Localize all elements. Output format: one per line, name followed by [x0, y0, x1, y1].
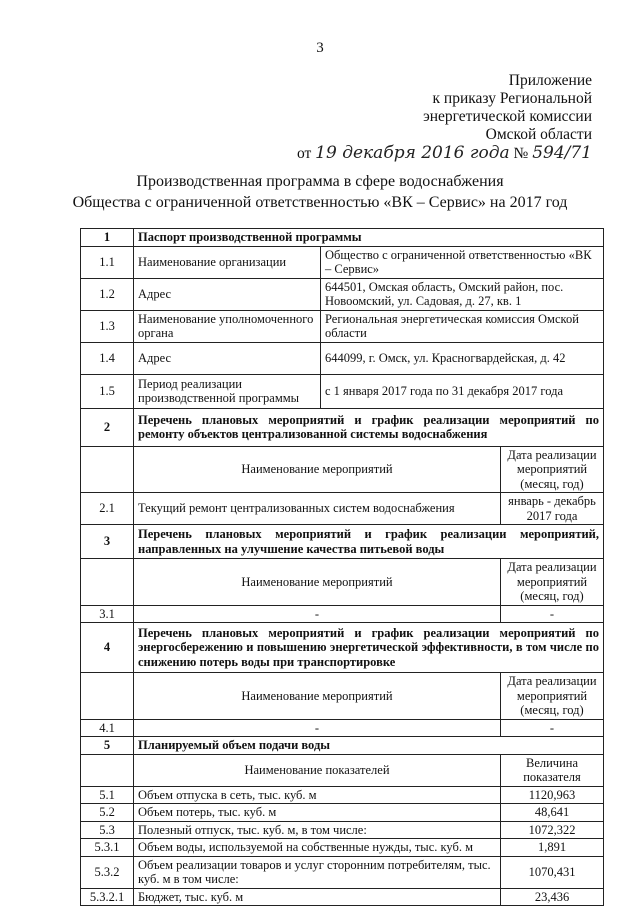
row-value: Общество с ограниченной ответственностью «ВК – Сервис»	[321, 246, 604, 278]
section-title: Перечень плановых мероприятий и график реализации мероприятий, направленных на улучшение качества питьевой воды	[134, 525, 604, 559]
table-row	[81, 804, 604, 822]
col-header-value: Величина показателя	[501, 754, 604, 786]
col-header-name: Наименование мероприятий	[134, 446, 501, 493]
row-number: 5.2	[81, 804, 134, 822]
handwritten-date: 19 декабря 2016 года	[315, 143, 510, 163]
empty-cell	[81, 754, 134, 786]
number-prefix: №	[513, 145, 529, 162]
section-title: Перечень плановых мероприятий и график реализации мероприятий по энергосбережению и повышению энергетической эффективности, в том числе по снижению потерь воды при транспортировке	[134, 623, 604, 673]
table-row	[81, 310, 604, 342]
row-value: 48,641	[501, 804, 604, 822]
table-row	[81, 493, 604, 525]
approval-line-1: Приложение	[508, 72, 592, 89]
row-label: Наименование организации	[134, 246, 321, 278]
row-value: 644501, Омская область, Омский район, пос. Новоомский, ул. Садовая, д. 27, кв. 1	[321, 278, 604, 310]
section-4-header	[81, 623, 604, 673]
row-number: 5.3.2	[81, 856, 134, 888]
table-row	[81, 278, 604, 310]
table-row	[81, 605, 604, 623]
col-header-date: Дата реализации мероприятий (месяц, год)	[501, 673, 604, 720]
row-number: 5.3.1	[81, 839, 134, 857]
row-number: 1.3	[81, 310, 134, 342]
table-row	[81, 786, 604, 804]
empty-cell	[81, 673, 134, 720]
row-value: с 1 января 2017 года по 31 декабря 2017 года	[321, 374, 604, 408]
table-row	[81, 888, 604, 906]
row-label: Период реализации производственной программы	[134, 374, 321, 408]
empty-cell	[81, 559, 134, 606]
row-number: 1.2	[81, 278, 134, 310]
row-value: Региональная энергетическая комиссия Омской области	[321, 310, 604, 342]
row-value: 1072,322	[501, 821, 604, 839]
table-row	[81, 856, 604, 888]
column-header-row	[81, 559, 604, 606]
section-number: 2	[81, 408, 134, 446]
section-5-header	[81, 737, 604, 755]
program-table	[80, 228, 604, 906]
section-title: Паспорт производственной программы	[134, 229, 604, 247]
section-number: 3	[81, 525, 134, 559]
row-number: 1.1	[81, 246, 134, 278]
row-date: -	[501, 605, 604, 623]
section-title: Перечень плановых мероприятий и график реализации мероприятий по ремонту объектов централизованной системы водоснабжения	[134, 408, 604, 446]
table-row	[81, 374, 604, 408]
row-name: Текущий ремонт централизованных систем водоснабжения	[134, 493, 501, 525]
approval-date-line	[297, 144, 592, 163]
col-header-date: Дата реализации мероприятий (месяц, год)	[501, 446, 604, 493]
row-number: 2.1	[81, 493, 134, 525]
document-title	[0, 171, 640, 213]
row-value: 644099, г. Омск, ул. Красногвардейская, д. 42	[321, 342, 604, 374]
row-value: 23,436	[501, 888, 604, 906]
row-date: январь - декабрь 2017 года	[501, 493, 604, 525]
table-row	[81, 342, 604, 374]
row-number: 1.5	[81, 374, 134, 408]
col-header-date: Дата реализации мероприятий (месяц, год)	[501, 559, 604, 606]
column-header-row	[81, 446, 604, 493]
row-name: Объем потерь, тыс. куб. м	[134, 804, 501, 822]
row-label: Адрес	[134, 278, 321, 310]
row-name: Объем реализации товаров и услуг сторонним потребителям, тыс. куб. м в том числе:	[134, 856, 501, 888]
row-value: 1070,431	[501, 856, 604, 888]
table-row	[81, 821, 604, 839]
row-value: 1120,963	[501, 786, 604, 804]
title-line-1: Производственная программа в сфере водоснабжения	[136, 173, 504, 190]
approval-line-4: Омской области	[485, 126, 592, 143]
row-name: Объем отпуска в сеть, тыс. куб. м	[134, 786, 501, 804]
empty-cell	[81, 446, 134, 493]
row-label: Адрес	[134, 342, 321, 374]
row-name: Объем воды, используемой на собственные нужды, тыс. куб. м	[134, 839, 501, 857]
row-number: 3.1	[81, 605, 134, 623]
col-header-name: Наименование мероприятий	[134, 673, 501, 720]
row-number: 4.1	[81, 719, 134, 737]
approval-line-3: энергетической комиссии	[423, 108, 592, 125]
approval-line-2: к приказу Региональной	[432, 90, 592, 107]
col-header-name: Наименование мероприятий	[134, 559, 501, 606]
handwritten-number: 594/71	[532, 143, 592, 163]
table-row	[81, 246, 604, 278]
section-title: Планируемый объем подачи воды	[134, 737, 604, 755]
row-number: 5.3.2.1	[81, 888, 134, 906]
row-name: Полезный отпуск, тыс. куб. м, в том числе:	[134, 821, 501, 839]
date-prefix: от	[296, 145, 312, 162]
section-number: 5	[81, 737, 134, 755]
section-number: 4	[81, 623, 134, 673]
col-header-name: Наименование показателей	[134, 754, 501, 786]
table-row	[81, 839, 604, 857]
section-number: 1	[81, 229, 134, 247]
row-number: 5.1	[81, 786, 134, 804]
row-value: 1,891	[501, 839, 604, 857]
row-number: 1.4	[81, 342, 134, 374]
page-number: 3	[316, 40, 324, 56]
row-number: 5.3	[81, 821, 134, 839]
row-name: Бюджет, тыс. куб. м	[134, 888, 501, 906]
column-header-row	[81, 673, 604, 720]
row-name: -	[134, 719, 501, 737]
row-date: -	[501, 719, 604, 737]
row-label: Наименование уполномоченного органа	[134, 310, 321, 342]
table-row	[81, 719, 604, 737]
section-2-header	[81, 408, 604, 446]
row-name: -	[134, 605, 501, 623]
approval-block	[297, 72, 592, 163]
section-3-header	[81, 525, 604, 559]
section-1-header	[81, 229, 604, 247]
title-line-2: Общества с ограниченной ответственностью «ВК – Сервис» на 2017 год	[72, 194, 568, 211]
column-header-row	[81, 754, 604, 786]
